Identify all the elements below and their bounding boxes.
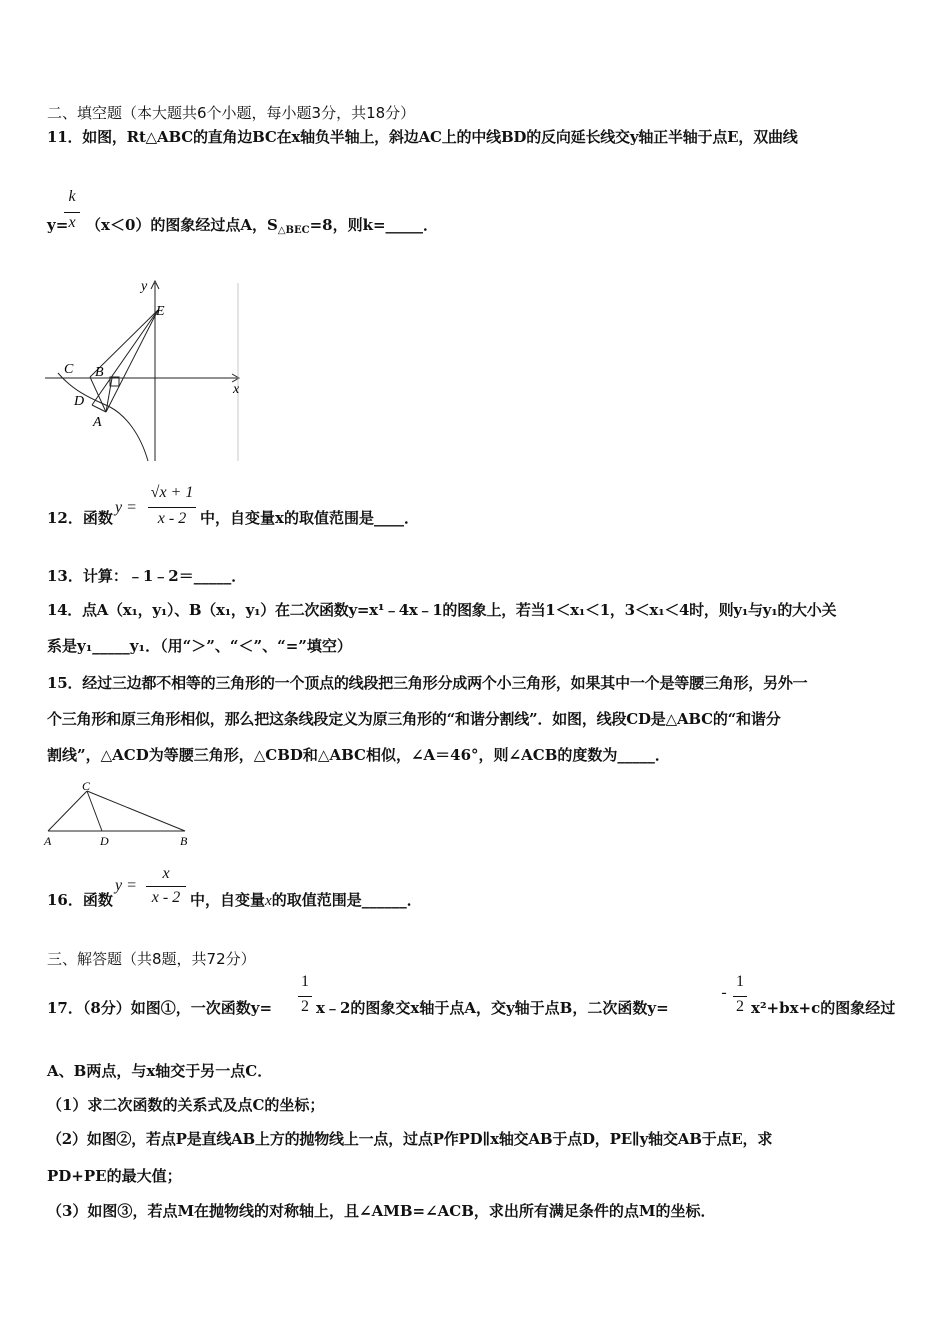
q11-hyperbola: [58, 373, 148, 461]
q15-figure: [40, 778, 210, 850]
q11-y-eq: y=: [47, 216, 69, 234]
q11-label-y: y: [141, 279, 148, 294]
section-2-heading: 二、填空题（本大题共6个小题，每小题3分，共18分）: [47, 104, 416, 122]
q15-label-D: D: [100, 834, 109, 848]
q17-neg: -: [721, 984, 727, 1001]
q16-suffix-a: 中，自变量: [190, 891, 266, 909]
q12-den: x - 2: [157, 510, 187, 527]
q17-f2-num: 1: [736, 973, 744, 990]
q17-mid: x﹣2的图象交x轴于点A，交y轴于点B，二次函数y=: [316, 999, 669, 1017]
q11-label-C: C: [64, 362, 74, 377]
q11-line1: 11．如图，Rt△ABC的直角边BC在x轴负半轴上，斜边AC上的中线BD的反向延长线交y轴正半轴于点E，双曲线: [47, 128, 798, 146]
q17-prefix: 17．（8分）如图①，一次函数y=: [47, 999, 273, 1017]
q16-var: x: [265, 893, 272, 909]
q11-line-AE: [106, 310, 158, 412]
q16-suffix: [190, 890, 422, 911]
q14-line1: 14．点A（x₁，y₁）、B（x₁，y₁）在二次函数y=x¹﹣4x﹣1的图象上，若当1＜x₁＜1，3＜x₁＜4时，则y₁与y₁的大小关: [47, 601, 837, 619]
q17-part2b: PD+PE的最大值；: [47, 1167, 182, 1185]
q16-suffix-b: 的取值范围是______．: [271, 891, 422, 909]
q11-label-E: E: [156, 304, 165, 319]
q11-label-D: D: [74, 394, 85, 409]
q11-label-x: x: [233, 382, 240, 397]
q11-line2-a: （x＜0）的图象经过点A，S: [86, 216, 278, 234]
q14-line2: 系是y₁_____y₁．（用“＞”、“＜”、“=”填空）: [47, 637, 352, 655]
q17-tail: x²+bx+c的图象经过: [751, 999, 896, 1017]
q12-frac-bar: [148, 507, 196, 508]
q15-line1: 15．经过三边都不相等的三角形的一个顶点的线段把三角形分成两个小三角形，如果其中一个是等腰三角形，另外一: [47, 674, 808, 692]
q11-line2-sub: △BEC: [277, 225, 310, 236]
q11-label-A: A: [93, 415, 102, 430]
q17-part3: （3）如图③，若点M在抛物线的对称轴上，且∠AMB=∠ACB，求出所有满足条件的点M的坐标．: [47, 1202, 716, 1220]
q15-line-CB: [87, 791, 185, 831]
q16-y-eq: y =: [115, 877, 137, 894]
q17-f2-den: 2: [736, 998, 744, 1015]
q11-frac-den: x: [68, 214, 76, 231]
q11-figure: [40, 275, 250, 465]
q11-line2: [86, 215, 438, 241]
q17-f1-den: 2: [301, 998, 309, 1015]
q16-frac-bar: [146, 886, 186, 887]
q17-line2: A、B两点，与x轴交于另一点C．: [47, 1062, 273, 1080]
q12-y-eq: y =: [115, 499, 137, 516]
q12-prefix: 12．函数: [47, 509, 113, 527]
q17-f1-num: 1: [301, 973, 309, 990]
section-3-heading: 三、解答题（共8题，共72分）: [47, 950, 256, 968]
q15-label-A: A: [44, 834, 52, 848]
q17-f1-bar: [298, 996, 312, 997]
q15-line2: 个三角形和原三角形相似，那么把这条线段定义为原三角形的“和谐分割线”．如图，线段CD是△ABC的“和谐分: [47, 710, 781, 728]
q17-part1: （1）求二次函数的关系式及点C的坐标；: [47, 1096, 325, 1114]
q11-line-DE: [92, 310, 158, 405]
q11-label-B: B: [95, 365, 104, 380]
q11-frac-bar: [64, 212, 80, 213]
q11-frac-num: k: [68, 188, 76, 205]
q15-label-B: B: [180, 834, 188, 848]
q16-num: x: [162, 865, 170, 882]
q11-line-CA: [90, 377, 106, 412]
q17-part2a: （2）如图②，若点P是直线AB上方的抛物线上一点，过点P作PD∥x轴交AB于点D，PE∥y轴交AB于点E，求: [47, 1130, 773, 1148]
q15-line-AC: [48, 791, 87, 831]
q15-line3: 割线”，△ACD为等腰三角形，△CBD和△ABC相似，∠A＝46°，则∠ACB的度数为_____．: [47, 746, 670, 764]
q12-num: √x + 1: [150, 484, 194, 501]
q11-line2-b: =8，则k=_____．: [309, 216, 439, 234]
q16-prefix: 16．函数: [47, 891, 113, 909]
q12-suffix: 中，自变量x的取值范围是____．: [200, 509, 419, 527]
q13-text: 13．计算：﹣1﹣2＝_____．: [47, 567, 247, 585]
q15-line-CD: [87, 791, 102, 831]
q15-label-C: C: [82, 779, 91, 793]
q16-den: x - 2: [151, 889, 181, 906]
q17-f2-bar: [733, 996, 747, 997]
